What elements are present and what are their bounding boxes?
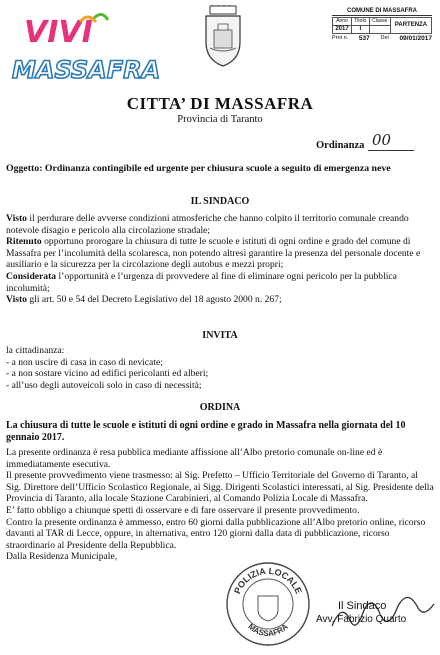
- premises-block: [6, 213, 434, 306]
- list-item: - all’uso degli autoveicoli solo in caso di necessità;: [6, 379, 202, 391]
- considerata-text: l’opportunità e l’urgenza di provvedere al fine di eliminare ogni pericolo per la pubblica incolumità;: [6, 270, 397, 294]
- stamp-date: 09/01/2017: [399, 35, 432, 42]
- visto-law-key: Visto: [6, 294, 27, 306]
- visto-text: il perdurare delle avverse condizioni atmosferiche che hanno colpito il territorio comunale creando notevole disagio e pericolo alla circolazione stradale;: [6, 213, 409, 236]
- stamp-header: COMUNE DI MASSAFRA: [332, 8, 432, 16]
- transmission-paragraph: Il presente provvedimento viene trasmesso: al Sig. Prefetto – Ufficio Territoriale del Governo di Taranto, al Sig. Direttore dell’Ufficio Scolastico Regionale, ai Sigg. Dirigenti Scolastici interessati, al Sig. Presidente della Provincia di Taranto, alla locale Stazione Carabinieri, al Comando Polizia Locale di Massafra.: [6, 470, 434, 505]
- polizia-locale-seal: [224, 560, 312, 648]
- residence-paragraph: Dalla Residenza Municipale,: [6, 551, 118, 563]
- ordinanza-number: 00: [372, 131, 392, 149]
- stamp-titolo-value: I: [352, 26, 370, 34]
- page-title: CITTA’ DI MASSAFRA: [126, 94, 314, 113]
- list-item: - a non uscire di casa in caso di nevicate;: [6, 356, 163, 368]
- stamp-table: [332, 17, 432, 34]
- visto-paragraph: [6, 213, 434, 236]
- visto-key: Visto: [6, 213, 27, 224]
- stamp-col-anno: Anno: [333, 18, 352, 26]
- province-subtitle: Provincia di Taranto: [177, 114, 263, 125]
- svg-text:MASSAFRA: MASSAFRA: [246, 622, 290, 639]
- svg-text:POLIZIA LOCALE: POLIZIA LOCALE: [232, 565, 304, 596]
- stamp-prot-row: [332, 35, 432, 42]
- protocol-stamp: [332, 8, 432, 60]
- ordina-body: [6, 447, 434, 563]
- invita-heading: INVITA: [202, 330, 238, 341]
- il-sindaco-heading: IL SINDACO: [190, 196, 250, 207]
- stamp-direction: PARTENZA: [390, 18, 431, 34]
- ordinanza-underline: [368, 150, 414, 151]
- visto-law-text: gli art. 50 e 54 del Decreto Legislativo del 18 agosto 2000 n. 267;: [26, 294, 282, 306]
- stamp-col-classe: Classe: [369, 18, 390, 26]
- stamp-prot-number: 537: [358, 35, 370, 42]
- signature-role: Il Sindaco: [338, 600, 387, 612]
- stamp-anno-value: 2017: [333, 26, 352, 34]
- list-item: - a non sostare vicino ad edifici pericolanti ed alberi;: [6, 368, 209, 380]
- city-crest: [200, 4, 246, 68]
- ritenuto-text: opportuno prorogare la chiusura di tutte le scuole e istituti di ogni ordine e grado del comune di Massafra per l’incolumità della scolaresca, non potendo altresì garantire la presenza del personale docente e ausiliario e la sicurezza per la circolazione degli autobus e mezzi propri;: [6, 236, 421, 271]
- ordinanza-label: Ordinanza: [316, 140, 365, 151]
- invita-block: [6, 345, 434, 391]
- svg-text:MASSAFRA: MASSAFRA: [12, 56, 161, 84]
- ritenuto-paragraph: [6, 236, 434, 271]
- ordina-main-statement: La chiusura di tutte le scuole e istituti di ogni ordine e grado in Massafra nella giornata del 10 gennaio 2017.: [6, 420, 406, 443]
- ritenuto-key: Ritenuto: [6, 236, 42, 248]
- stamp-prot-label: Prot n.: [332, 35, 349, 41]
- appeal-paragraph: Contro la presente ordinanza è ammesso, entro 60 giorni dalla pubblicazione all’Albo pretorio online, ricorso davanti al TAR di Lecce, oppure, in alternativa, entro 120 giorni dalla data di pubblicazione, ricorso straordinario al Presidente della Repubblica.: [6, 516, 426, 551]
- visto-law-paragraph: [6, 294, 434, 306]
- considerata-paragraph: [6, 271, 434, 294]
- obligation-paragraph: E’ fatto obbligo a chiunque spetti di osservare e di fare osservare il presente provvedimento.: [6, 504, 360, 516]
- ordina-heading: ORDINA: [199, 402, 241, 413]
- stamp-col-titolo: Titolo: [352, 18, 370, 26]
- signature-name: Avv. Fabrizio Quarto: [316, 614, 407, 625]
- considerata-key: Considerata: [6, 270, 57, 282]
- stamp-classe-value: [369, 26, 390, 34]
- vivi-massafra-logo: [10, 8, 170, 88]
- subject-line: Oggetto: Ordinanza contingibile ed urgente per chiusura scuole a seguito di emergenza neve: [6, 163, 391, 174]
- stamp-date-label: Del: [380, 35, 389, 41]
- svg-text:VIVI: VIVI: [24, 15, 93, 50]
- invita-intro: la cittadinanza:: [6, 345, 65, 356]
- invita-list: [6, 357, 434, 392]
- publication-paragraph: La presente ordinanza è resa pubblica mediante affissione all’Albo pretorio comunale on-line ed è immediatamente esecutiva.: [6, 447, 383, 470]
